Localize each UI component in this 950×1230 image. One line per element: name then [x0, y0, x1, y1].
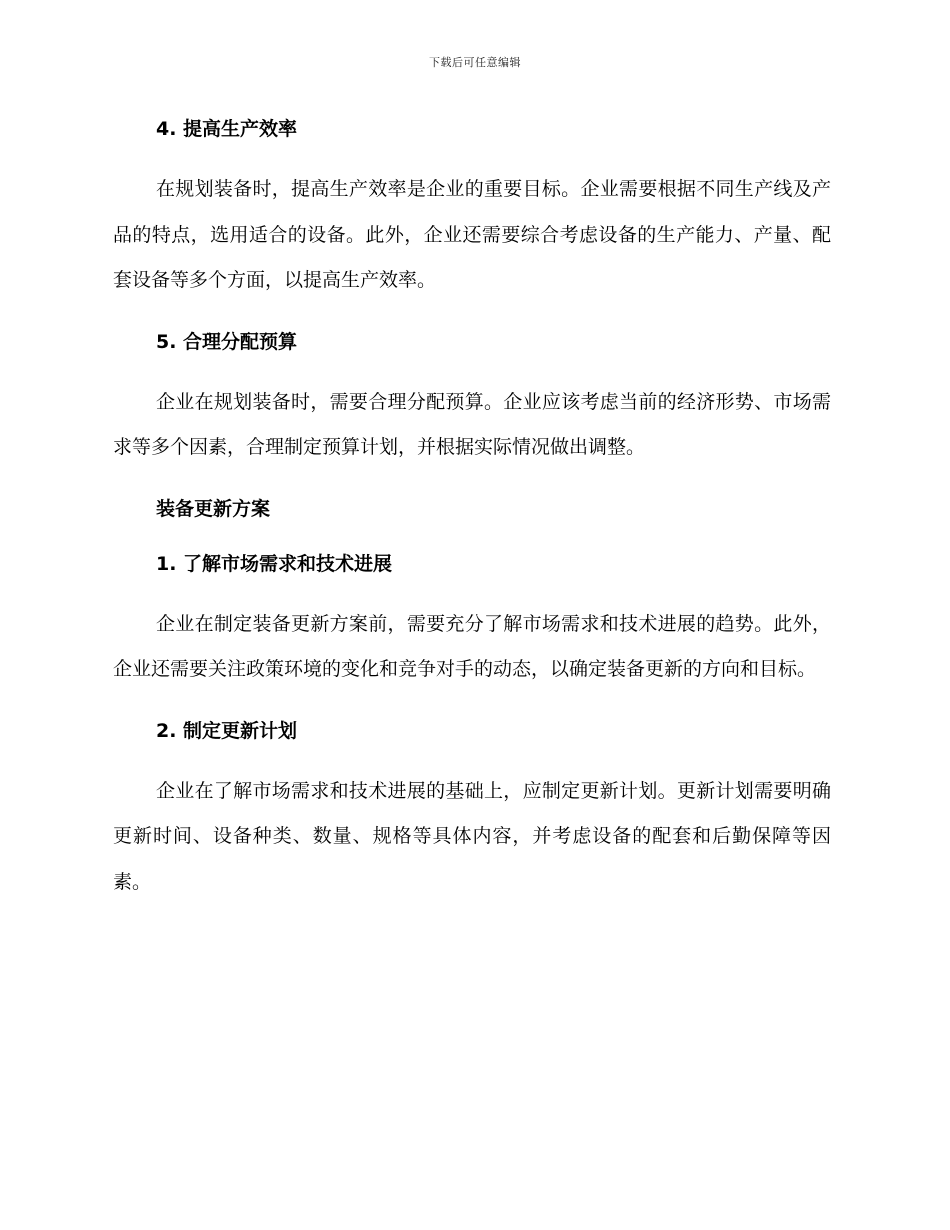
section-paragraph-market-and-tech: 企业在制定装备更新方案前，需要充分了解市场需求和技术进展的趋势。此外，企业还需要关注政策环境的变化和竞争对手的动态，以确定装备更新的方向和目标。 — [113, 612, 831, 680]
page-header-note: 下载后可任意编辑 — [429, 56, 521, 69]
section-heading-market-and-tech: 1. 了解市场需求和技术进展 — [156, 552, 393, 575]
section-heading-equipment-update-plan: 装备更新方案 — [156, 497, 271, 520]
document-body — [113, 112, 831, 905]
section-heading-update-schedule: 2. 制定更新计划 — [156, 719, 298, 742]
section-heading-budget-allocation: 5. 合理分配预算 — [156, 330, 298, 353]
section-paragraph-budget-allocation: 企业在规划装备时，需要合理分配预算。企业应该考虑当前的经济形势、市场需求等多个因素，合理制定预算计划，并根据实际情况做出调整。 — [113, 390, 831, 458]
section-paragraph-improve-efficiency: 在规划装备时，提高生产效率是企业的重要目标。企业需要根据不同生产线及产品的特点，选用适合的设备。此外，企业还需要综合考虑设备的生产能力、产量、配套设备等多个方面，以提高生产效率。 — [113, 178, 831, 291]
section-paragraph-update-schedule: 企业在了解市场需求和技术进展的基础上，应制定更新计划。更新计划需要明确更新时间、设备种类、数量、规格等具体内容，并考虑设备的配套和后勤保障等因素。 — [113, 779, 831, 893]
section-heading-improve-efficiency: 4. 提高生产效率 — [156, 118, 298, 140]
